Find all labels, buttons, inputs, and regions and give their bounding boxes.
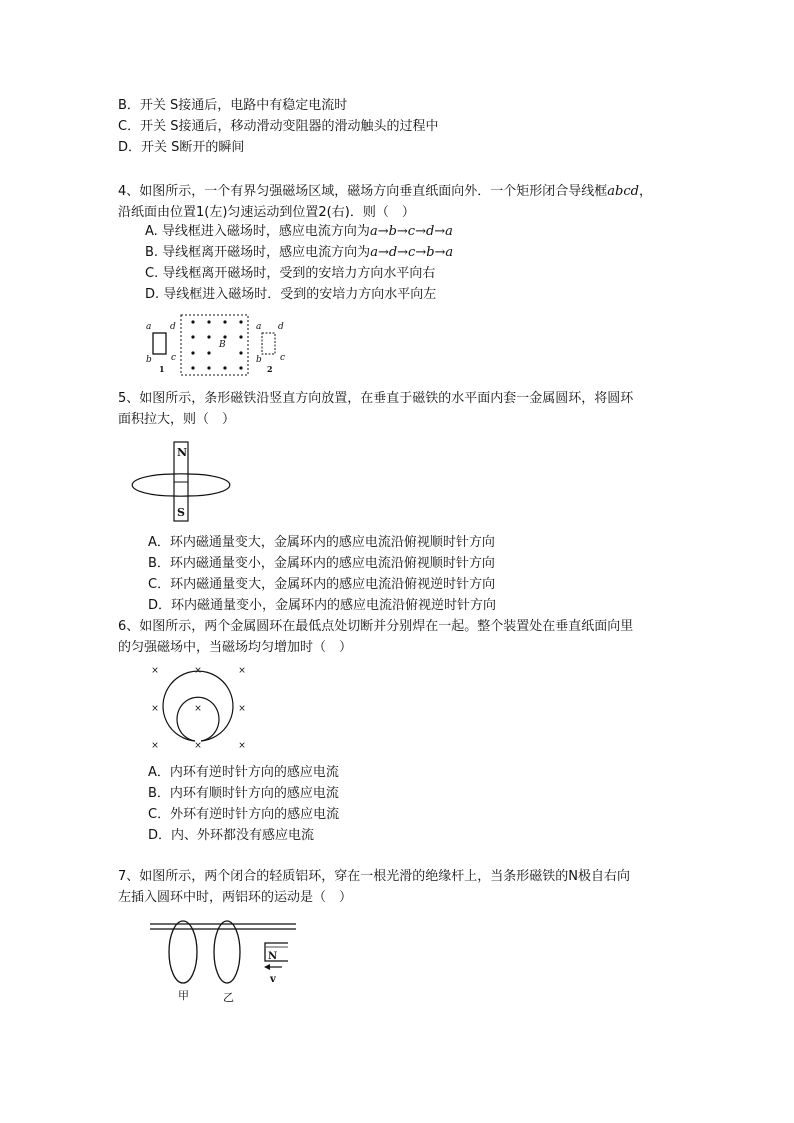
q3-option-d: D．开关 S断开的瞬间 [118,140,245,155]
q4-frame-label: abcd [607,184,639,199]
q5-ring-back-right [188,474,230,496]
q4-option-c: C. 导线框离开磁场时，受到的安培力方向水平向右 [145,266,436,281]
q4-option-b [145,244,453,262]
field-cross: × [151,741,159,751]
field-dot [191,366,194,369]
q6-option-c: C．外环有逆时针方向的感应电流 [148,807,340,822]
q7-ring-yi [214,921,240,983]
q4-stem-punct: ， [638,184,652,199]
q5-fig-label-S: S [177,506,185,519]
q5-option-b: B．环内磁通量变小，金属环内的感应电流沿俯视顺时针方向 [148,556,495,571]
field-dot [191,335,194,338]
q6-option-b: B．内环有顺时针方向的感应电流 [148,786,339,801]
q6-option-a: A．内环有逆时针方向的感应电流 [148,765,339,780]
q4-option-a [145,223,453,241]
field-cross: × [151,666,159,676]
q4-fig-label-b2: b [256,355,262,365]
q7-fig-label-yi: 乙 [223,991,234,1004]
field-cross: × [238,666,246,676]
field-cross: × [194,741,202,751]
q4-fig-label-B: B [219,340,226,350]
q4-stem-line1 [118,183,652,201]
q4-figure [140,310,300,380]
q7-fig-label-jia: 甲 [178,989,189,1002]
q4-stem-text: 4、如图所示，一个有界匀强磁场区域，磁场方向垂直纸面向外．一个矩形闭合导线框 [118,184,608,199]
q4-fig-label-c2: c [280,353,286,363]
q5-option-a: A．环内磁通量变大，金属环内的感应电流沿俯视顺时针方向 [148,535,495,550]
q4-frame-position2 [262,333,275,354]
q7-ring-jia [169,921,197,983]
q5-option-c: C．环内磁通量变大，金属环内的感应电流沿俯视逆时针方向 [148,577,496,592]
q6-stem-line1: 6、如图所示，两个金属圆环在最低点处切断并分别焊在一起。整个装置处在垂直纸面向里 [118,619,634,634]
q7-stem-line2: 左插入圆环中时，两铝环的运动是（ ） [118,890,353,905]
field-dot [191,320,194,323]
q3-option-b: B．开关 S接通后，电路中有稳定电流时 [118,98,348,113]
q4-fig-label-2: 2 [267,364,273,374]
field-cross: × [238,741,246,751]
q5-fig-label-N: N [177,446,188,459]
field-dot [239,366,242,369]
q4-field-dots [191,320,242,369]
q4-option-b-math: a→d→c→b→a [370,245,454,260]
field-dot [207,351,210,354]
field-dot [207,335,210,338]
field-dot [207,320,210,323]
field-dot [191,351,194,354]
q4-fig-label-1: 1 [159,364,165,374]
field-cross: × [151,704,159,714]
field-dot [207,366,210,369]
q7-fig-label-N: N [268,951,278,962]
q4-fig-label-b: b [146,355,152,365]
q7-fig-label-v: v [270,974,276,985]
q7-stem-line1: 7、如图所示，两个闭合的轻质铝环，穿在一根光滑的绝缘杆上，当条形磁铁的N极自右向 [118,869,630,884]
q7-figure [148,915,298,1005]
q7-velocity-arrow-head [264,964,270,970]
q5-ring-back-left [132,474,174,496]
field-dot [239,351,242,354]
q4-field-region [181,315,248,375]
q4-fig-label-a2: a [256,322,262,332]
q4-option-a-math: a→b→c→d→a [369,224,453,239]
q3-option-c: C．开关 S接通后，移动滑动变阻器的滑动触头的过程中 [118,119,439,134]
q4-fig-label-d2: d [278,322,284,332]
q6-option-d: D．内、外环都没有感应电流 [148,828,315,843]
field-dot [239,335,242,338]
field-dot [223,335,226,338]
field-dot [223,320,226,323]
q6-field-crosses [151,666,246,751]
q4-stem-line2: 沿纸面由位置1(左)匀速运动到位置2(右)．则（ ） [118,205,415,220]
q5-figure [145,440,225,524]
q6-figure [145,662,255,754]
q4-fig-label-c: c [171,353,177,363]
field-cross: × [238,704,246,714]
q6-stem-line2: 的匀强磁场中，当磁场均匀增加时（ ） [118,640,353,655]
q4-frame-position1 [153,333,166,354]
field-cross: × [194,666,202,676]
q4-option-d: D. 导线框进入磁场时．受到的安培力方向水平向左 [145,287,437,302]
q4-fig-label-d: d [170,322,176,332]
q5-stem-line1: 5、如图所示，条形磁铁沿竖直方向放置，在垂直于磁铁的水平面内套一金属圆环，将圆环 [118,391,634,406]
field-cross: × [194,704,202,714]
q4-option-a-text: A. 导线框进入磁场时，感应电流方向为 [145,224,370,239]
field-dot [239,320,242,323]
q4-option-b-text: B. 导线框离开磁场时，感应电流方向为 [145,245,371,260]
field-dot [223,366,226,369]
q5-stem-line2: 面积拉大，则（ ） [118,412,236,427]
q5-option-d: D．环内磁通量变小，金属环内的感应电流沿俯视逆时针方向 [148,598,497,613]
q4-fig-label-a: a [146,322,152,332]
